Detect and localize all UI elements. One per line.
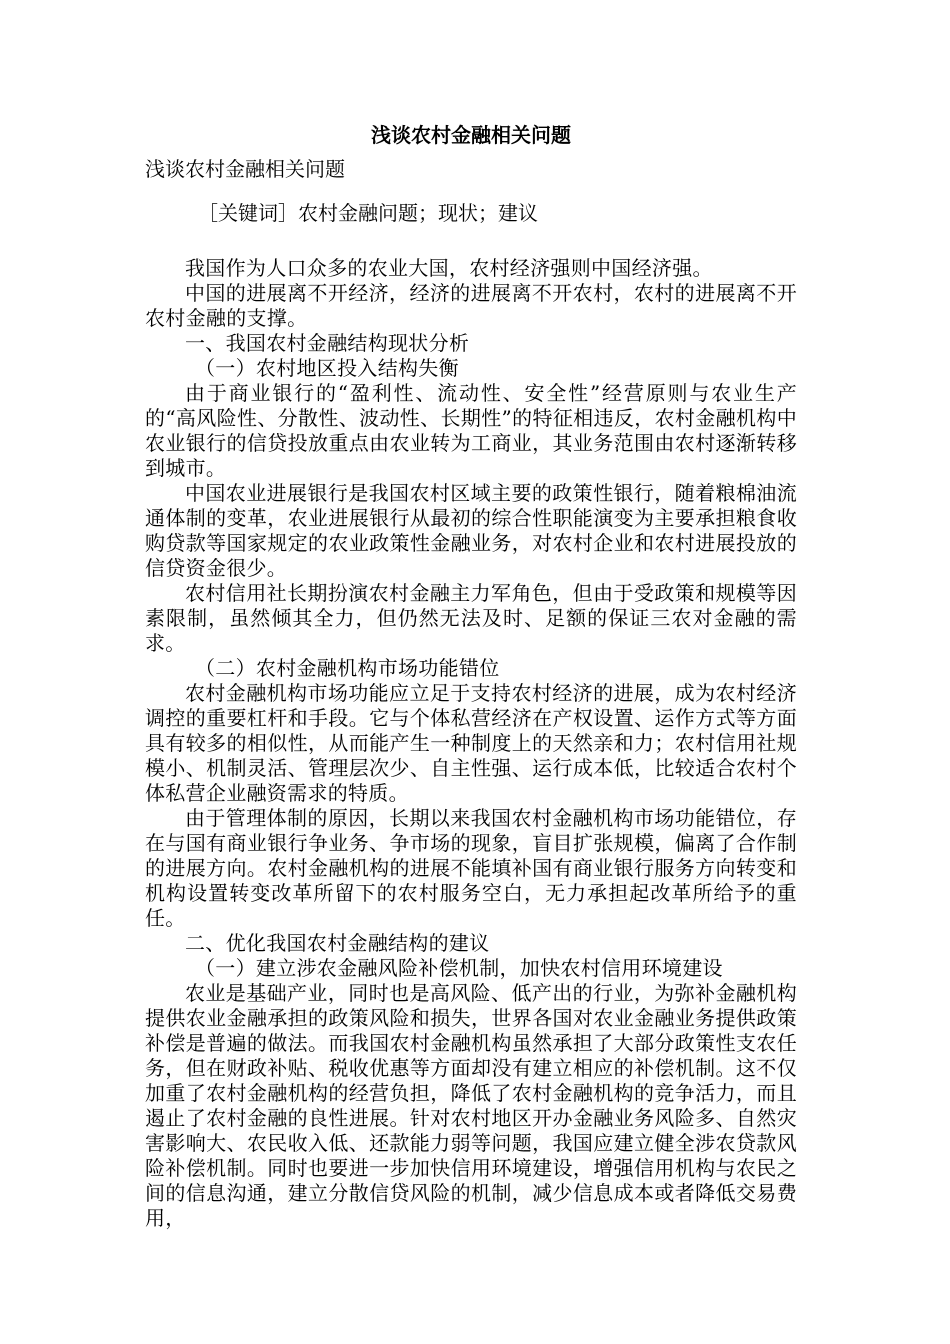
paragraph: 由于商业银行的“盈利性、流动性、安全性”经营原则与农业生产的“高风险性、分散性、波动性、长期性”的特征相违反，农村金融机构中农业银行的信贷投放重点由农业转为工商业，其业务范围由农村逐渐转移到城市。 bbox=[145, 381, 797, 480]
subsection-heading: （一）建立涉农金融风险补偿机制，加快农村信用环境建设 bbox=[195, 956, 723, 980]
subsection-heading: （二）农村金融机构市场功能错位 bbox=[195, 656, 500, 680]
document-body bbox=[145, 256, 797, 1231]
paragraph: 我国作为人口众多的农业大国，农村经济强则中国经济强。 bbox=[185, 256, 713, 280]
paragraph: 中国的进展离不开经济，经济的进展离不开农村，农村的进展离不开农村金融的支撑。 bbox=[145, 281, 797, 330]
document-page bbox=[145, 118, 797, 1231]
section-heading: 二、优化我国农村金融结构的建议 bbox=[185, 931, 490, 955]
keywords-line: ［关键词］农村金融问题；现状；建议 bbox=[198, 201, 538, 225]
document-title: 浅谈农村金融相关问题 bbox=[371, 123, 571, 147]
paragraph: 中国农业进展银行是我国农村区域主要的政策性银行，随着粮棉油流通体制的变革，农业进展银行从最初的综合性职能演变为主要承担粮食收购贷款等国家规定的农业政策性金融业务，对农村企业和农村进展投放的信贷资金很少。 bbox=[145, 481, 797, 580]
section-heading: 一、我国农村金融结构现状分析 bbox=[185, 331, 470, 355]
document-subtitle: 浅谈农村金融相关问题 bbox=[145, 157, 345, 181]
paragraph: 农村信用社长期扮演农村金融主力军角色，但由于受政策和规模等因素限制，虽然倾其全力，但仍然无法及时、足额的保证三农对金融的需求。 bbox=[145, 581, 797, 655]
paragraph: 农业是基础产业，同时也是高风险、低产出的行业，为弥补金融机构提供农业金融承担的政策风险和损失，世界各国对农业金融业务提供政策补偿是普遍的做法。而我国农村金融机构虽然承担了大部分政策性支农任务，但在财政补贴、税收优惠等方面却没有建立相应的补偿机制。这不仅加重了农村金融机构的经营负担，降低了农村金融机构的竞争活力，而且遏止了农村金融的良性进展。针对农村地区开办金融业务风险多、自然灾害影响大、农民收入低、还款能力弱等问题，我国应建立健全涉农贷款风险补偿机制。同时也要进一步加快信用环境建设，增强信用机构与农民之间的信息沟通，建立分散信贷风险的机制，减少信息成本或者降低交易费用， bbox=[145, 981, 797, 1230]
paragraph: 由于管理体制的原因，长期以来我国农村金融机构市场功能错位，存在与国有商业银行争业务、争市场的现象，盲目扩张规模，偏离了合作制的进展方向。农村金融机构的进展不能填补国有商业银行服务方向转变和机构设置转变改革所留下的农村服务空白，无力承担起改革所给予的重任。 bbox=[145, 806, 797, 930]
subsection-heading: （一）农村地区投入结构失衡 bbox=[195, 356, 459, 380]
paragraph: 农村金融机构市场功能应立足于支持农村经济的进展，成为农村经济调控的重要杠杆和手段。它与个体私营经济在产权设置、运作方式等方面具有较多的相似性，从而能产生一种制度上的天然亲和力；农村信用社规模小、机制灵活、管理层次少、自主性强、运行成本低，比较适合农村个体私营企业融资需求的特质。 bbox=[145, 681, 797, 805]
